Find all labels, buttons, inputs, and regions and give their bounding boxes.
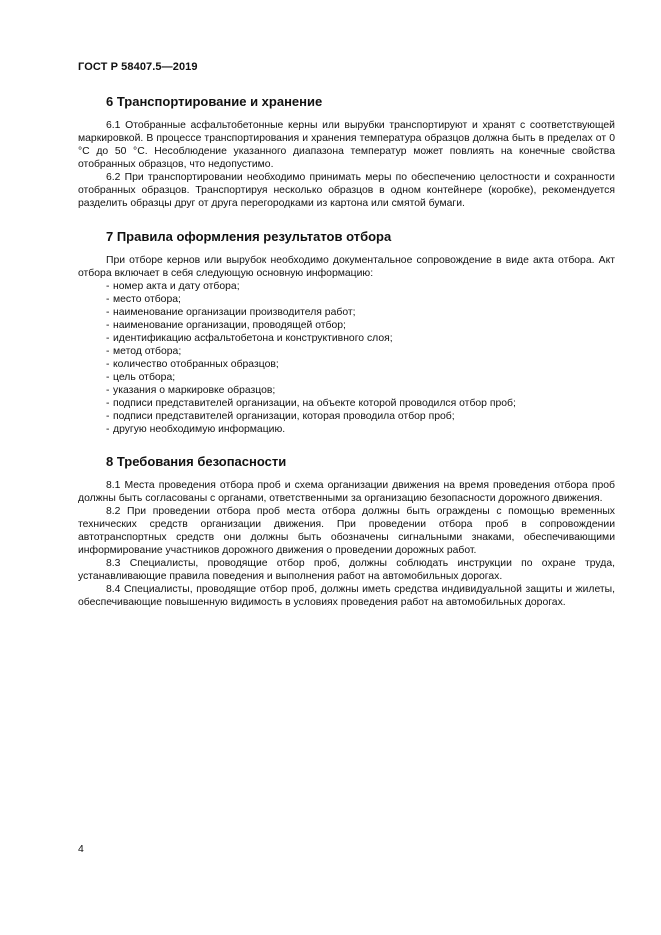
section-title: 6 Транспортирование и хранение bbox=[106, 94, 323, 109]
section-title: 7 Правила оформления результатов отбора bbox=[106, 229, 392, 244]
list-item: - метод отбора; bbox=[78, 345, 615, 358]
act-contents-list bbox=[78, 280, 615, 436]
page-number: 4 bbox=[78, 844, 84, 855]
paragraph-8-4: 8.4 Специалисты, проводящие отбор проб, должны иметь средства индивидуальной защиты и жилеты, обеспечивающие повышенную видимость в условиях проведения работ на автомобильных дорогах. bbox=[78, 584, 615, 608]
list-item: - номер акта и дату отбора; bbox=[78, 280, 615, 293]
paragraph-6-2: 6.2 При транспортировании необходимо принимать меры по обеспечению целостности и сохранности отобранных образцов. Транспортируя несколько образцов в одном контейнере (коробке), рекомендуется разделить образцы друг от друга перегородками из картона или смятой бумаги. bbox=[78, 172, 615, 209]
list-item: - наименование организации производителя работ; bbox=[78, 306, 615, 319]
section-safety-requirements bbox=[78, 454, 615, 609]
section-results-registration bbox=[78, 229, 615, 436]
list-item: - подписи представителей организации, на объекте которой проводился отбор проб; bbox=[78, 397, 615, 410]
paragraph-8-1: 8.1 Места проведения отбора проб и схема организации движения на время проведения отбора проб должны быть согласованы с органами, ответственными за организацию безопасности дорожного движения. bbox=[78, 480, 615, 504]
paragraph-7-intro: При отборе кернов или вырубок необходимо документальное сопровождение в виде акта отбора. Акт отбора включает в себя следующую основную информацию: bbox=[78, 255, 615, 279]
list-item: - наименование организации, проводящей отбор; bbox=[78, 319, 615, 332]
list-item: - подписи представителей организации, которая проводила отбор проб; bbox=[78, 410, 615, 423]
document-body bbox=[78, 94, 615, 609]
document-code: ГОСТ Р 58407.5—2019 bbox=[78, 61, 198, 73]
list-item: - место отбора; bbox=[78, 293, 615, 306]
paragraph-8-3: 8.3 Специалисты, проводящие отбор проб, должны соблюдать инструкции по охране труда, устанавливающие правила поведения и выполнения работ на автомобильных дорогах. bbox=[78, 558, 615, 582]
section-title: 8 Требования безопасности bbox=[106, 454, 287, 469]
paragraph-8-2: 8.2 При проведении отбора проб места отбора должны быть ограждены с помощью временных технических средств организации движения. При проведении отбора проб в сопровождении автотранспортных средств они должны быть обозначены сигнальными знаками, обеспечивающими информирование участников дорожного движения о проведении дорожных работ. bbox=[78, 506, 615, 556]
section-transportation-storage bbox=[78, 94, 615, 210]
list-item: - другую необходимую информацию. bbox=[78, 423, 615, 436]
list-item: - идентификацию асфальтобетона и конструктивного слоя; bbox=[78, 332, 615, 345]
paragraph-6-1: 6.1 Отобранные асфальтобетонные керны или вырубки транспортируют и хранят с соответствующей маркировкой. В процессе транспортирования и хранения температура образцов должна быть в пределах от 0 °С до 50 °С. Несоблюдение указанного диапазона температур может повлиять на конечные свойства отобранных образцов, что недопустимо. bbox=[78, 120, 615, 170]
list-item: - цель отбора; bbox=[78, 371, 615, 384]
list-item: - указания о маркировке образцов; bbox=[78, 384, 615, 397]
list-item: - количество отобранных образцов; bbox=[78, 358, 615, 371]
